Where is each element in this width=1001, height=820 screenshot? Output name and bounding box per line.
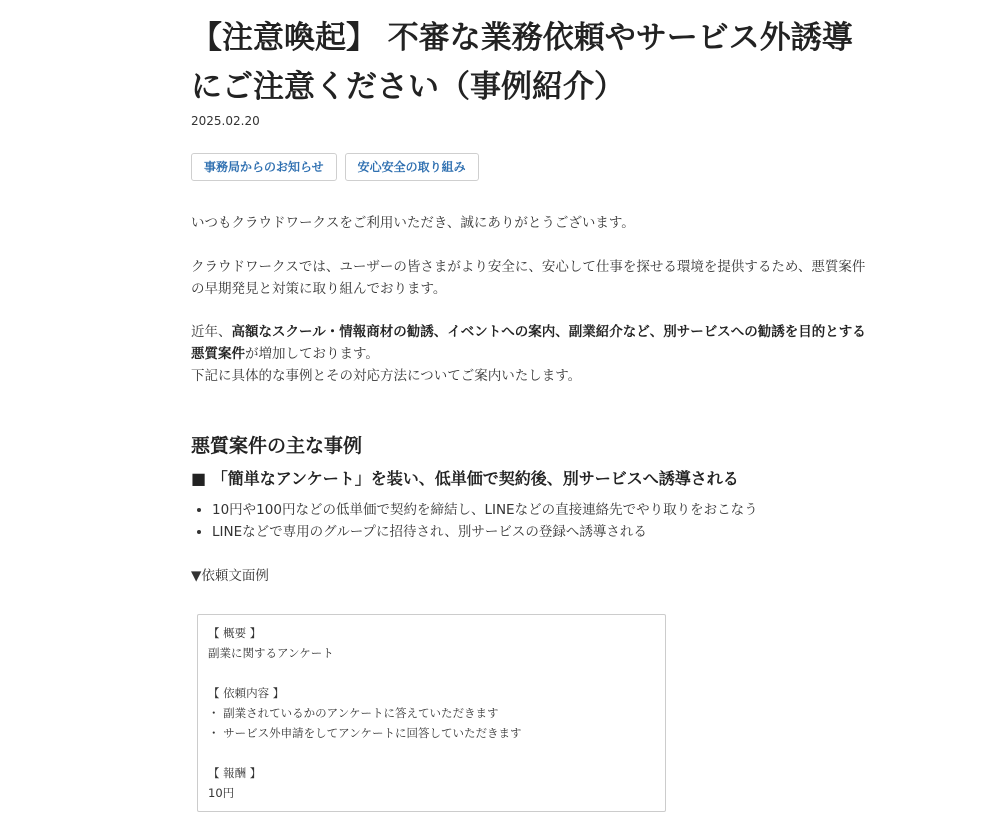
case-heading: ■ 「簡単なアンケート」を装い、低単価で契約後、別サービスへ誘導される <box>191 469 739 488</box>
reward-label: 【 報酬 】 <box>208 766 262 780</box>
overview-value: 副業に関するアンケート <box>208 646 334 660</box>
policy-paragraph: クラウドワークスでは、ユーザーの皆さまがより安全に、安心して仕事を探せる環境を提供するため、悪質案件の早期発見と対策に取り組んでおります。 <box>191 259 866 297</box>
reward-value: 10円 <box>208 786 235 800</box>
tag-office-news[interactable]: 事務局からのお知らせ <box>191 153 337 181</box>
warning-suffix: が増加しております。 <box>245 346 379 362</box>
section-heading: 悪質案件の主な事例 <box>191 435 363 457</box>
spacer <box>208 663 655 683</box>
case-bullet-list <box>191 499 758 543</box>
publish-date: 2025.02.20 <box>191 114 260 128</box>
content-item: ・ サービス外申請をしてアンケートに回答していただきます <box>208 726 522 740</box>
list-item: • LINEなどで専用のグループに招待され、別サービスの登録へ誘導される <box>212 521 758 543</box>
tag-safety-initiatives[interactable]: 安心安全の取り組み <box>345 153 479 181</box>
article-title: 【注意喚起】 不審な業務依頼やサービス外誘導にご注意ください（事例紹介） <box>191 20 853 105</box>
overview-label: 【 概要 】 <box>208 626 262 640</box>
warning-paragraph <box>191 321 871 387</box>
warning-emphasis: 高額なスクール・情報商材の勧誘、イベントへの案内、副業紹介など、別サービスへの勧誘を目的とする悪質案件 <box>191 324 866 362</box>
intro-paragraph: いつもクラウドワークスをご利用いただき、誠にありがとうございます。 <box>191 215 635 231</box>
content-item: ・ 副業されているかのアンケートに答えていただきます <box>208 706 499 720</box>
tag-list <box>191 153 479 181</box>
spacer <box>208 743 655 763</box>
warning-prefix: 近年、 <box>191 324 232 340</box>
example-request-box <box>197 614 666 812</box>
warning-line2: 下記に具体的な事例とその対応方法についてご案内いたします。 <box>191 368 582 384</box>
list-item: • 10円や100円などの低単価で契約を締結し、LINEなどの直接連絡先でやり取りをおこなう <box>212 499 758 521</box>
example-label: ▼依頼文面例 <box>191 568 269 584</box>
content-label: 【 依頼内容 】 <box>208 686 285 700</box>
